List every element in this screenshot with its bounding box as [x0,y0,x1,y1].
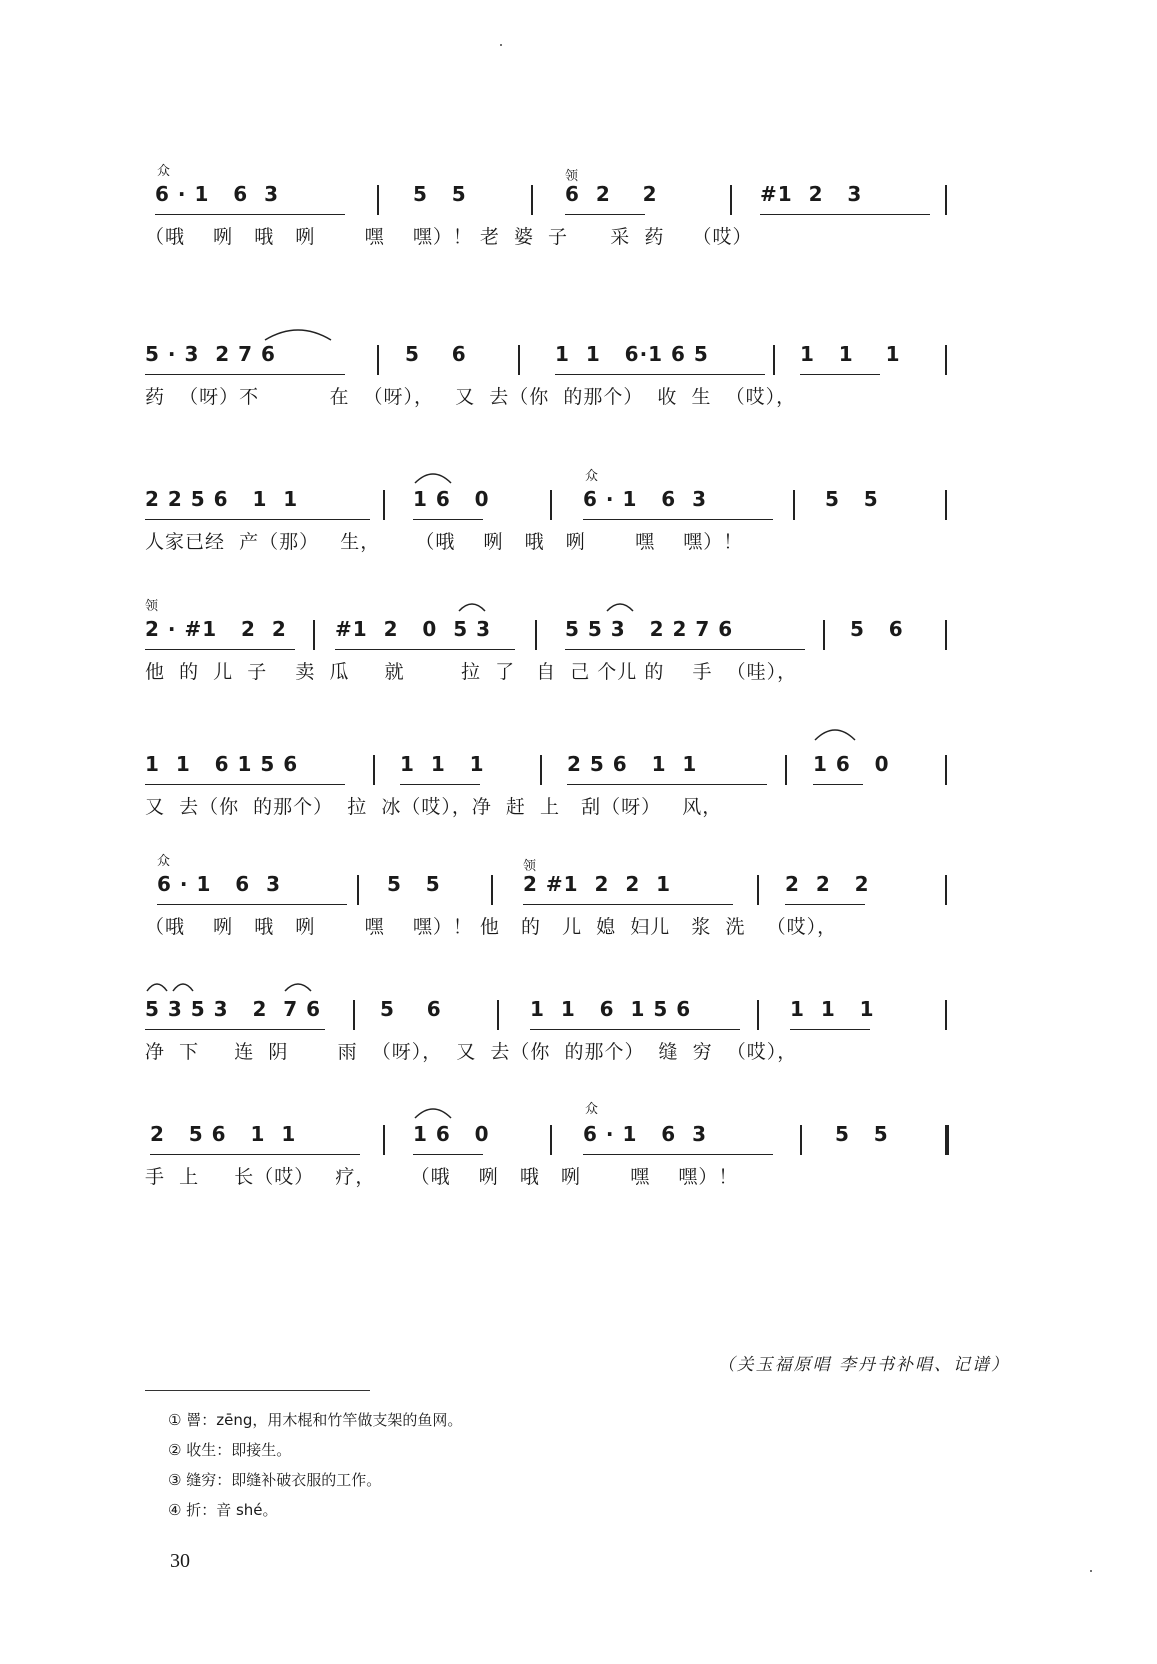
score-system-4 [145,595,1025,695]
barline [535,620,537,650]
measure-notes: 1 6 0 [413,487,490,511]
slur-icon [605,599,635,613]
barline [945,755,947,785]
barline [945,1000,947,1030]
measure-notes: 5 5 [835,1122,889,1146]
barline [383,490,385,520]
lyrics-line: 又 去（你 的那个） 拉 冰（哎），净 赶 上 刮（呀） 风， [145,796,723,818]
lyrics-line: 手 上 长（哎） 疗， （哦 咧 哦 咧 嘿 嘿）！ [145,1166,739,1188]
slur-icon [413,1104,453,1120]
barline [945,490,947,520]
measure-notes: 5 6 [850,617,904,641]
barline [531,185,533,215]
barline [945,185,947,215]
measure-notes: 6 · 1 6 3 [155,182,280,206]
measure-notes: 5 · 3 2 7 6 [145,342,276,366]
footnote-1: ① 罾：zēng，用木棍和竹竿做支架的鱼网。 [168,1411,463,1429]
scan-speck [1090,1570,1092,1572]
lyrics-line: 药 （呀）不 在 （呀）， 又 去（你 的那个） 收 生 （哎）， [145,386,797,408]
measure-notes: 1 1 1 [800,342,901,366]
barline [357,875,359,905]
lead-mark: 领 [145,599,161,614]
measure-notes: 1 1 1 [400,752,485,776]
barline [785,755,787,785]
barline [377,345,379,375]
measure-notes: #1 2 0 5 3 [335,617,492,641]
score-system-7 [145,975,1025,1075]
barline [730,185,732,215]
measure-notes: #1 2 3 [760,182,863,206]
barline [945,875,947,905]
measure-notes: 6 · 1 6 3 [157,872,282,896]
barline [353,1000,355,1030]
measure-notes: 2 2 5 6 1 1 [145,487,299,511]
chorus-mark: 众 [157,854,173,869]
footnote-list [168,1405,462,1525]
performer-credit: （关玉福原唱 李丹书补唱、记谱） [717,1355,1010,1375]
measure-notes: 2 5 6 1 1 [567,752,698,776]
score-system-1 [145,160,1025,260]
barline [377,185,379,215]
measure-notes: 2 5 6 1 1 [150,1122,297,1146]
barline [757,875,759,905]
barline [550,1125,552,1155]
score-system-6 [145,850,1025,950]
chorus-mark: 众 [585,1102,601,1117]
barline [800,1125,802,1155]
measure-notes: 5 6 [380,997,442,1021]
measure-notes: 5 6 [405,342,467,366]
lyrics-line: （哦 咧 哦 咧 嘿 嘿）！ 他 的 儿 媳 妇儿 浆 洗 （哎）， [145,916,838,938]
measure-notes: 1 6 0 [813,752,890,776]
measure-notes: 1 6 0 [413,1122,490,1146]
slur-icon [457,599,487,613]
footnote-divider [145,1390,370,1391]
footnote-4: ④ 折：音 shé。 [168,1501,278,1519]
score-system-3 [145,465,1025,565]
score-system-5 [145,730,1025,830]
barline [945,620,947,650]
barline [313,620,315,650]
lead-mark: 领 [523,859,539,874]
page-number: 30 [170,1550,190,1572]
barline [945,345,947,375]
barline [373,755,375,785]
footnote-2: ② 收生：即接生。 [168,1441,292,1459]
measure-notes: 6 2 2 [565,182,658,206]
barline [540,755,542,785]
lyrics-line: 净 下 连 阴 雨 （呀）， 又 去（你 的那个） 缝 穷 （哎）， [145,1041,798,1063]
slur-icon [145,979,195,993]
measure-notes: 1 1 1 [790,997,875,1021]
measure-notes: 6 · 1 6 3 [583,1122,708,1146]
footnote-3: ③ 缝穷：即缝补破衣服的工作。 [168,1471,382,1489]
measure-notes: 2 2 2 [785,872,870,896]
barline [823,620,825,650]
measure-notes: 5 5 [825,487,879,511]
barline [491,875,493,905]
slur-icon [413,469,453,485]
measure-notes: 5 5 [413,182,467,206]
measure-notes: 5 5 [387,872,441,896]
score-system-8 [145,1100,1025,1200]
barline [550,490,552,520]
slur-icon [813,724,857,742]
measure-notes: 1 1 6 1 5 6 [530,997,692,1021]
measure-notes: 2 · #1 2 2 [145,617,287,641]
chorus-mark: 众 [585,469,601,484]
final-barline [945,1125,949,1155]
lyrics-line: 人家已经 产（那） 生， （哦 咧 哦 咧 嘿 嘿）！ [145,531,744,553]
slur-icon [263,324,333,342]
scan-speck [500,44,502,46]
lyrics-line: （哦 咧 哦 咧 嘿 嘿）！ 老 婆 子 采 药 （哎） [145,226,753,248]
score-system-2 [145,320,1025,420]
barline [518,345,520,375]
lyrics-line: 他 的 儿 子 卖 瓜 就 拉 了 自 己 个儿 的 手 （哇）， [145,661,798,683]
measure-notes: 1 1 6·1 6 5 [555,342,709,366]
measure-notes: 1 1 6 1 5 6 [145,752,299,776]
barline [793,490,795,520]
chorus-mark: 众 [157,164,173,179]
measure-notes: 2 #1 2 2 1 [523,872,672,896]
measure-notes: 5 5 3 2 2 7 6 [565,617,734,641]
barline [773,345,775,375]
measure-notes: 5 3 5 3 2 7 6 [145,997,322,1021]
measure-notes: 6 · 1 6 3 [583,487,708,511]
lead-mark: 领 [565,169,581,184]
slur-icon [283,979,313,993]
barline [757,1000,759,1030]
barline [383,1125,385,1155]
barline [497,1000,499,1030]
